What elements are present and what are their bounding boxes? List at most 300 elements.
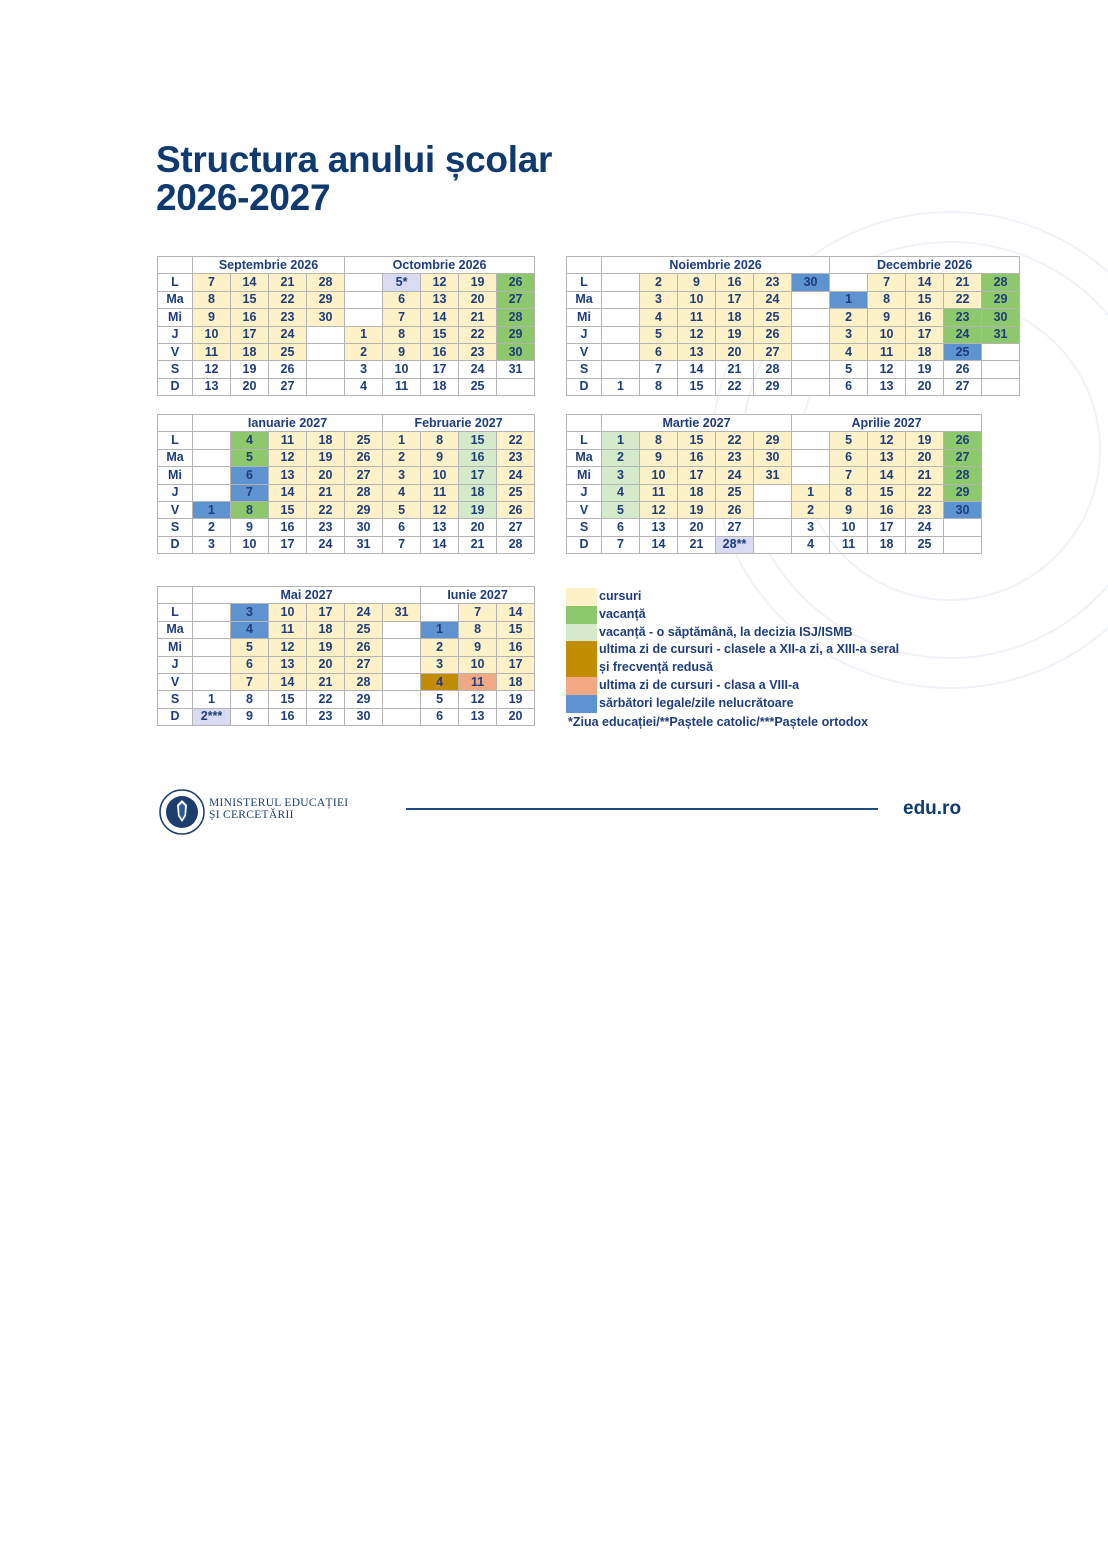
day-cell: 6 [231,656,269,673]
weekday-label: V [158,673,193,690]
day-cell: 24 [944,326,982,343]
empty-day-cell [602,326,640,343]
empty-day-cell [602,274,640,291]
day-cell: 19 [459,274,497,291]
day-cell: 19 [231,361,269,378]
day-cell: 15 [678,378,716,395]
day-cell: 19 [307,449,345,466]
weekday-label: S [567,519,602,536]
day-cell: 24 [754,291,792,308]
day-cell: 12 [421,274,459,291]
day-cell: 16 [678,449,716,466]
weekday-label: L [567,432,602,449]
legend-footnote: *Ziua educației/**Paștele catolic/***Paștele ortodox [568,714,869,729]
legend-label: vacanță [599,606,646,621]
day-cell: 29 [345,501,383,518]
day-cell: 1 [830,291,868,308]
day-cell: 17 [678,467,716,484]
calendar-jan-feb-2027 [157,414,535,554]
day-cell: 16 [269,519,307,536]
day-cell: 8 [830,484,868,501]
day-cell: 25 [459,378,497,395]
day-cell: 18 [868,536,906,553]
day-cell: 11 [269,621,307,638]
day-cell: 16 [906,309,944,326]
day-cell: 12 [868,361,906,378]
day-cell: 21 [459,309,497,326]
day-cell: 29 [754,378,792,395]
day-cell: 27 [754,343,792,360]
day-cell: 2 [383,449,421,466]
day-cell: 8 [421,432,459,449]
corner-cell [158,415,193,432]
empty-day-cell [383,708,421,725]
day-cell: 4 [830,343,868,360]
day-cell: 16 [231,309,269,326]
day-cell: 3 [383,467,421,484]
day-cell: 7 [231,484,269,501]
day-cell: 16 [269,708,307,725]
weekday-label: D [567,536,602,553]
day-cell: 5 [830,361,868,378]
day-cell: 16 [868,501,906,518]
legend-label: vacanță - o săptămână, la decizia ISJ/ISMB [599,624,853,639]
calendar-mar-apr-2027 [566,414,982,554]
day-cell: 17 [307,604,345,621]
day-cell: 12 [269,449,307,466]
empty-day-cell [944,536,982,553]
calendar-may-jun-2027 [157,586,535,726]
day-cell: 29 [944,484,982,501]
day-cell: 24 [716,467,754,484]
empty-day-cell [193,604,231,621]
empty-day-cell [193,621,231,638]
weekday-label: Ma [158,291,193,308]
empty-day-cell [792,309,830,326]
day-cell: 19 [459,501,497,518]
day-cell: 12 [459,691,497,708]
day-cell: 22 [307,691,345,708]
title-line-2: 2026-2027 [156,177,331,218]
day-cell: 13 [868,449,906,466]
day-cell: 13 [640,519,678,536]
month-header: Noiembrie 2026 [602,257,830,274]
month-header: Februarie 2027 [383,415,535,432]
day-cell: 18 [716,309,754,326]
day-cell: 31 [383,604,421,621]
day-cell: 3 [792,519,830,536]
legend-label-continued: și frecvență redusă [599,660,713,675]
empty-day-cell [193,673,231,690]
legend-swatch [566,624,597,642]
day-cell: 29 [497,326,535,343]
day-cell: 16 [716,274,754,291]
day-cell: 17 [716,291,754,308]
day-cell: 18 [459,484,497,501]
legend-label: ultima zi de cursuri - clasa a VIII-a [599,677,800,692]
day-cell: 9 [383,343,421,360]
day-cell: 30 [792,274,830,291]
day-cell: 8 [383,326,421,343]
day-cell: 18 [906,343,944,360]
day-cell: 1 [193,501,231,518]
day-cell: 31 [982,326,1020,343]
day-cell: 25 [754,309,792,326]
empty-day-cell [754,536,792,553]
day-cell: 29 [982,291,1020,308]
legend-swatch [566,695,597,713]
day-cell: 16 [459,449,497,466]
day-cell: 27 [716,519,754,536]
day-cell: 19 [497,691,535,708]
day-cell: 23 [269,309,307,326]
day-cell: 14 [231,274,269,291]
calendar-sept-oct-2026 [157,256,535,396]
day-cell: 10 [231,536,269,553]
corner-cell [158,257,193,274]
day-cell: 8 [231,501,269,518]
day-cell: 6 [383,519,421,536]
day-cell: 5 [383,501,421,518]
day-cell: 28 [307,274,345,291]
day-cell: 27 [497,291,535,308]
day-cell: 22 [906,484,944,501]
day-cell: 23 [754,274,792,291]
day-cell: 14 [868,467,906,484]
month-header: Septembrie 2026 [193,257,345,274]
day-cell: 26 [944,432,982,449]
empty-day-cell [754,501,792,518]
ministry-line-1: MINISTERUL EDUCAȚIEI [209,797,349,809]
weekday-label: D [158,536,193,553]
day-cell: 7 [640,361,678,378]
day-cell: 25 [944,343,982,360]
day-cell: 12 [193,361,231,378]
day-cell: 8 [459,621,497,638]
day-cell: 27 [944,378,982,395]
day-cell: 10 [830,519,868,536]
legend-label: sărbători legale/zile nelucrătoare [599,695,794,710]
day-cell: 23 [944,309,982,326]
day-cell: 24 [307,536,345,553]
day-cell: 8 [640,432,678,449]
empty-day-cell [193,467,231,484]
day-cell: 15 [231,291,269,308]
day-cell: 2 [345,343,383,360]
empty-day-cell [792,291,830,308]
day-cell: 11 [269,432,307,449]
empty-day-cell [982,378,1020,395]
day-cell: 28 [497,309,535,326]
empty-day-cell [602,361,640,378]
day-cell: 1 [602,432,640,449]
day-cell: 22 [497,432,535,449]
empty-day-cell [193,449,231,466]
weekday-label: L [567,274,602,291]
legend-swatch [566,641,597,677]
day-cell: 10 [640,467,678,484]
day-cell: 23 [906,501,944,518]
empty-day-cell [754,519,792,536]
corner-cell [567,415,602,432]
empty-day-cell [792,378,830,395]
day-cell: 17 [906,326,944,343]
day-cell: 4 [345,378,383,395]
day-cell: 29 [754,432,792,449]
day-cell: 18 [497,673,535,690]
day-cell: 30 [307,309,345,326]
day-cell: 25 [269,343,307,360]
empty-day-cell [383,639,421,656]
day-cell: 1 [421,621,459,638]
day-cell: 9 [868,309,906,326]
empty-day-cell [383,621,421,638]
day-cell: 4 [231,621,269,638]
day-cell: 19 [307,639,345,656]
month-header: Octombrie 2026 [345,257,535,274]
day-cell: 20 [307,467,345,484]
day-cell: 2 [602,449,640,466]
day-cell: 18 [307,432,345,449]
day-cell: 5 [421,691,459,708]
day-cell: 1 [193,691,231,708]
day-cell: 12 [421,501,459,518]
day-cell: 24 [345,604,383,621]
empty-day-cell [982,361,1020,378]
day-cell: 7 [193,274,231,291]
day-cell: 27 [269,378,307,395]
empty-day-cell [982,343,1020,360]
day-cell: 2 [193,519,231,536]
empty-day-cell [602,343,640,360]
day-cell: 10 [269,604,307,621]
day-cell: 21 [944,274,982,291]
day-cell: 19 [716,326,754,343]
legend [566,588,899,731]
day-cell: 15 [269,501,307,518]
day-cell: 3 [640,291,678,308]
day-cell: 21 [307,673,345,690]
day-cell: 13 [421,291,459,308]
day-cell: 11 [868,343,906,360]
day-cell: 21 [678,536,716,553]
day-cell: 8 [231,691,269,708]
day-cell: 11 [421,484,459,501]
weekday-label: V [158,501,193,518]
day-cell: 3 [231,604,269,621]
weekday-label: S [158,519,193,536]
day-cell: 24 [906,519,944,536]
weekday-label: Mi [158,309,193,326]
empty-day-cell [383,656,421,673]
empty-day-cell [421,604,459,621]
weekday-label: L [158,274,193,291]
day-cell: 6 [640,343,678,360]
government-seal-logo [159,789,205,835]
day-cell: 7 [830,467,868,484]
day-cell: 3 [421,656,459,673]
month-header: Decembrie 2026 [830,257,1020,274]
weekday-label: S [567,361,602,378]
day-cell: 21 [459,536,497,553]
empty-day-cell [345,274,383,291]
day-cell: 28** [716,536,754,553]
day-cell: 29 [345,691,383,708]
day-cell: 15 [269,691,307,708]
day-cell: 20 [231,378,269,395]
day-cell: 27 [345,656,383,673]
day-cell: 26 [754,326,792,343]
day-cell: 20 [459,291,497,308]
day-cell: 10 [421,467,459,484]
month-header: Martie 2027 [602,415,792,432]
day-cell: 14 [678,361,716,378]
day-cell: 5 [231,449,269,466]
day-cell: 12 [269,639,307,656]
day-cell: 8 [193,291,231,308]
day-cell: 8 [868,291,906,308]
day-cell: 22 [307,501,345,518]
day-cell: 15 [497,621,535,638]
day-cell: 31 [497,361,535,378]
day-cell: 15 [459,432,497,449]
day-cell: 28 [944,467,982,484]
empty-day-cell [345,291,383,308]
day-cell: 6 [602,519,640,536]
ministry-line-2: ȘI CERCETĂRII [209,808,294,821]
day-cell: 20 [307,656,345,673]
weekday-label: L [158,604,193,621]
day-cell: 10 [193,326,231,343]
day-cell: 9 [193,309,231,326]
day-cell: 12 [868,432,906,449]
day-cell: 11 [640,484,678,501]
day-cell: 11 [383,378,421,395]
day-cell: 14 [269,484,307,501]
month-header: Ianuarie 2027 [193,415,383,432]
day-cell: 13 [678,343,716,360]
day-cell: 22 [269,291,307,308]
empty-day-cell [792,449,830,466]
legend-label: ultima zi de cursuri - clasele a XII-a zi, a XIII-a seral [599,642,900,657]
page-title [156,141,552,217]
day-cell: 24 [497,467,535,484]
empty-day-cell [792,467,830,484]
day-cell: 12 [640,501,678,518]
legend-item [566,695,899,713]
day-cell: 10 [383,361,421,378]
day-cell: 3 [345,361,383,378]
day-cell: 18 [678,484,716,501]
day-cell: 10 [678,291,716,308]
day-cell: 4 [421,673,459,690]
day-cell: 9 [421,449,459,466]
day-cell: 1 [792,484,830,501]
day-cell: 30 [944,501,982,518]
day-cell: 7 [868,274,906,291]
day-cell: 12 [678,326,716,343]
day-cell: 3 [830,326,868,343]
day-cell: 24 [269,326,307,343]
day-cell: 27 [497,519,535,536]
day-cell: 28 [345,484,383,501]
day-cell: 14 [906,274,944,291]
day-cell: 26 [716,501,754,518]
empty-day-cell [193,484,231,501]
empty-day-cell [792,361,830,378]
day-cell: 30 [754,449,792,466]
day-cell: 19 [906,432,944,449]
empty-day-cell [383,691,421,708]
site-link[interactable]: edu.ro [903,798,962,819]
day-cell: 1 [383,432,421,449]
day-cell: 14 [421,309,459,326]
empty-day-cell [193,656,231,673]
weekday-label: J [158,656,193,673]
day-cell: 28 [754,361,792,378]
day-cell: 17 [231,326,269,343]
day-cell: 17 [868,519,906,536]
day-cell: 4 [383,484,421,501]
empty-day-cell [307,378,345,395]
day-cell: 19 [906,361,944,378]
day-cell: 10 [459,656,497,673]
day-cell: 17 [421,361,459,378]
title-line-1: Structura anului școlar [156,139,553,180]
weekday-label: V [567,343,602,360]
day-cell: 5 [602,501,640,518]
day-cell: 13 [269,656,307,673]
day-cell: 21 [906,467,944,484]
legend-item [566,624,899,642]
day-cell: 20 [716,343,754,360]
day-cell: 17 [269,536,307,553]
day-cell: 26 [345,639,383,656]
day-cell: 25 [345,621,383,638]
day-cell: 9 [459,639,497,656]
legend-item [566,588,899,606]
month-header: Aprilie 2027 [792,415,982,432]
weekday-label: Ma [158,621,193,638]
day-cell: 27 [944,449,982,466]
day-cell: 27 [345,467,383,484]
day-cell: 6 [383,291,421,308]
day-cell: 18 [231,343,269,360]
day-cell: 26 [269,361,307,378]
day-cell: 26 [345,449,383,466]
day-cell: 11 [678,309,716,326]
day-cell: 15 [906,291,944,308]
day-cell: 28 [982,274,1020,291]
day-cell: 26 [497,274,535,291]
corner-cell [567,257,602,274]
weekday-label: Ma [567,449,602,466]
day-cell: 5 [830,432,868,449]
day-cell: 7 [459,604,497,621]
weekday-label: L [158,432,193,449]
day-cell: 5* [383,274,421,291]
day-cell: 30 [497,343,535,360]
empty-day-cell [307,343,345,360]
weekday-label: D [158,378,193,395]
weekday-label: Ma [567,291,602,308]
empty-day-cell [830,274,868,291]
day-cell: 30 [982,309,1020,326]
weekday-label: Mi [158,467,193,484]
day-cell: 25 [716,484,754,501]
day-cell: 3 [193,536,231,553]
day-cell: 2 [640,274,678,291]
